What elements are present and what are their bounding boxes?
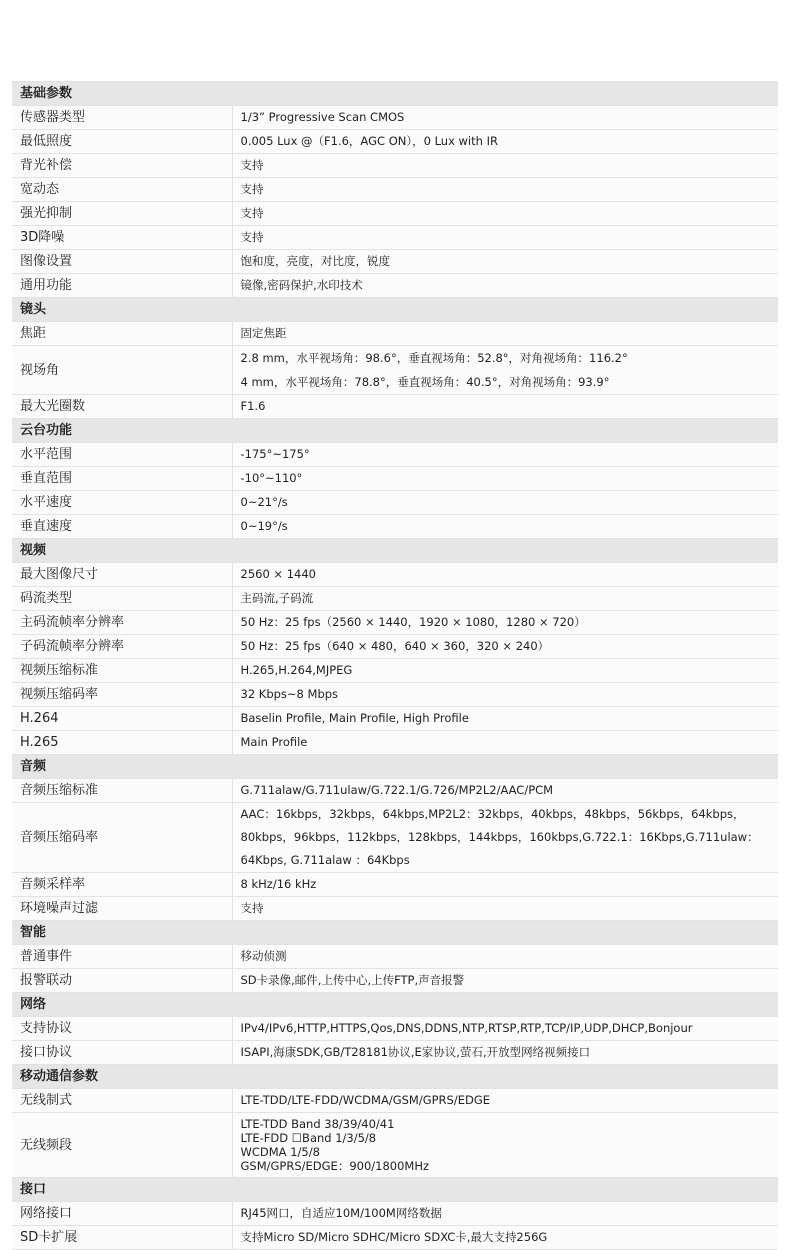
spec-value-line: 50 Hz：25 fps（640 × 480，640 × 360，320 × 240） [240, 639, 550, 653]
spec-row [12, 202, 778, 226]
spec-value [232, 443, 778, 467]
spec-value-line: H.265,H.264,MJPEG [240, 663, 353, 677]
spec-value [232, 731, 778, 755]
section-title: 音频 [12, 755, 778, 779]
spec-value-line: 1/3” Progressive Scan CMOS [240, 110, 405, 124]
spec-value-line: 50 Hz：25 fps（2560 × 1440，1920 × 1080，1280 × 720） [240, 615, 586, 629]
section-title: 基础参数 [12, 82, 778, 106]
spec-value [232, 154, 778, 178]
spec-value [232, 563, 778, 587]
spec-value-line: IPv4/IPv6,HTTP,HTTPS,Qos,DNS,DDNS,NTP,RTSP,RTP,TCP/IP,UDP,DHCP,Bonjour [240, 1021, 693, 1035]
spec-value [232, 1226, 778, 1250]
spec-label: H.264 [12, 707, 232, 731]
spec-value-line: ISAPI,海康SDK,GB/T28181协议,E家协议,萤石,开放型网络视频接口 [240, 1045, 591, 1059]
spec-row [12, 803, 778, 873]
spec-row [12, 635, 778, 659]
section-title: 移动通信参数 [12, 1065, 778, 1089]
spec-label: 视频压缩标准 [12, 659, 232, 683]
spec-value-line: 4 mm，水平视场角：78.8°，垂直视场角：40.5°，对角视场角：93.9° [240, 375, 610, 389]
spec-table-body [12, 82, 778, 1250]
spec-label: 无线制式 [12, 1089, 232, 1113]
section-header [12, 1065, 778, 1089]
spec-row [12, 178, 778, 202]
spec-value-line: F1.6 [240, 399, 266, 413]
spec-label: 强光抑制 [12, 202, 232, 226]
spec-row [12, 587, 778, 611]
spec-value-line: GSM/GPRS/EDGE：900/1800MHz [240, 1159, 430, 1173]
spec-value [232, 515, 778, 539]
spec-table [12, 81, 778, 1250]
spec-value-line: 0~19°/s [240, 519, 288, 533]
spec-value [232, 467, 778, 491]
spec-value [232, 683, 778, 707]
section-header [12, 539, 778, 563]
spec-value-line: G.711alaw/G.711ulaw/G.722.1/G.726/MP2L2/AAC/PCM [240, 783, 554, 797]
spec-row [12, 1226, 778, 1250]
spec-row [12, 1113, 778, 1178]
spec-row [12, 154, 778, 178]
section-title: 视频 [12, 539, 778, 563]
spec-value [232, 873, 778, 897]
spec-value-line: WCDMA 1/5/8 [240, 1145, 320, 1159]
spec-value-line: 8 kHz/16 kHz [240, 877, 317, 891]
spec-row [12, 274, 778, 298]
spec-value-line: 支持Micro SD/Micro SDHC/Micro SDXC卡,最大支持256G [240, 1230, 548, 1244]
spec-row [12, 779, 778, 803]
spec-value-line: LTE-FDD ☐Band 1/3/5/8 [240, 1131, 377, 1145]
spec-label: 音频压缩码率 [12, 803, 232, 873]
spec-value-line: 32 Kbps~8 Mbps [240, 687, 339, 701]
section-header [12, 921, 778, 945]
spec-label: 垂直范围 [12, 467, 232, 491]
spec-value-line: 2.8 mm，水平视场角：98.6°，垂直视场角：52.8°，对角视场角：116.2° [240, 351, 628, 365]
spec-row [12, 731, 778, 755]
spec-label: 接口协议 [12, 1041, 232, 1065]
section-header [12, 298, 778, 322]
spec-value-line: 支持 [240, 158, 264, 172]
spec-row [12, 515, 778, 539]
spec-value [232, 969, 778, 993]
spec-label: 支持协议 [12, 1017, 232, 1041]
spec-label: 视场角 [12, 346, 232, 395]
spec-row [12, 897, 778, 921]
spec-label: 音频采样率 [12, 873, 232, 897]
spec-value-line: 饱和度，亮度，对比度，锐度 [240, 254, 390, 268]
spec-value [232, 106, 778, 130]
spec-value [232, 1202, 778, 1226]
spec-row [12, 969, 778, 993]
spec-value-line: SD卡录像,邮件,上传中心,上传FTP,声音报警 [240, 973, 465, 987]
spec-value [232, 274, 778, 298]
spec-value [232, 322, 778, 346]
spec-value-line: 支持 [240, 206, 264, 220]
spec-row [12, 130, 778, 154]
spec-value [232, 491, 778, 515]
section-title: 云台功能 [12, 419, 778, 443]
spec-row [12, 683, 778, 707]
spec-value-line: 支持 [240, 182, 264, 196]
spec-value [232, 346, 778, 395]
spec-value-line: 2560 × 1440 [240, 567, 316, 581]
spec-value-line: 80kbps，96kbps，112kbps，128kbps，144kbps，160kbps,G.722.1：16Kbps,G.711ulaw： [240, 830, 759, 844]
spec-value-line: 支持 [240, 230, 264, 244]
spec-value-line: LTE-TDD/LTE-FDD/WCDMA/GSM/GPRS/EDGE [240, 1093, 491, 1107]
spec-row [12, 346, 778, 395]
spec-label: 最低照度 [12, 130, 232, 154]
spec-label: 普通事件 [12, 945, 232, 969]
spec-row [12, 873, 778, 897]
spec-value-line: Main Profile [240, 735, 308, 749]
spec-value-line: -10°~110° [240, 471, 303, 485]
spec-label: 音频压缩标准 [12, 779, 232, 803]
spec-value [232, 1113, 778, 1178]
spec-value [232, 1089, 778, 1113]
spec-value [232, 897, 778, 921]
spec-value [232, 587, 778, 611]
spec-row [12, 945, 778, 969]
spec-value [232, 178, 778, 202]
spec-row [12, 1089, 778, 1113]
spec-row [12, 1017, 778, 1041]
spec-value-line: LTE-TDD Band 38/39/40/41 [240, 1117, 395, 1131]
spec-label: H.265 [12, 731, 232, 755]
spec-label: 环境噪声过滤 [12, 897, 232, 921]
spec-value-line: 移动侦测 [240, 949, 287, 963]
spec-value [232, 803, 778, 873]
section-header [12, 993, 778, 1017]
spec-value-line: AAC：16kbps，32kbps，64kbps,MP2L2：32kbps，40kbps，48kbps，56kbps，64kbps， [240, 807, 745, 821]
spec-value-line: -175°~175° [240, 447, 310, 461]
spec-row [12, 1202, 778, 1226]
spec-row [12, 443, 778, 467]
spec-row [12, 467, 778, 491]
spec-label: 图像设置 [12, 250, 232, 274]
spec-row [12, 491, 778, 515]
spec-row [12, 563, 778, 587]
spec-value [232, 1017, 778, 1041]
spec-value-line: Baselin Profile, Main Profile, High Profile [240, 711, 469, 725]
spec-value-line: 64Kbps, G.711alaw ：64Kbps [240, 853, 410, 867]
spec-value [232, 1041, 778, 1065]
spec-label: 3D降噪 [12, 226, 232, 250]
spec-label: 子码流帧率分辨率 [12, 635, 232, 659]
spec-label: 最大光圈数 [12, 395, 232, 419]
spec-value [232, 779, 778, 803]
spec-label: 最大图像尺寸 [12, 563, 232, 587]
spec-value [232, 611, 778, 635]
spec-value [232, 130, 778, 154]
spec-value-line: 0~21°/s [240, 495, 288, 509]
spec-row [12, 250, 778, 274]
spec-value [232, 707, 778, 731]
spec-row [12, 1041, 778, 1065]
spec-label: 水平速度 [12, 491, 232, 515]
spec-label: 码流类型 [12, 587, 232, 611]
spec-label: SD卡扩展 [12, 1226, 232, 1250]
spec-label: 宽动态 [12, 178, 232, 202]
section-title: 镜头 [12, 298, 778, 322]
spec-label: 传感器类型 [12, 106, 232, 130]
spec-label: 主码流帧率分辨率 [12, 611, 232, 635]
section-title: 智能 [12, 921, 778, 945]
spec-label: 网络接口 [12, 1202, 232, 1226]
spec-label: 焦距 [12, 322, 232, 346]
spec-value [232, 250, 778, 274]
spec-row [12, 707, 778, 731]
spec-label: 报警联动 [12, 969, 232, 993]
section-header [12, 755, 778, 779]
spec-row [12, 659, 778, 683]
spec-value [232, 945, 778, 969]
spec-row [12, 395, 778, 419]
section-title: 接口 [12, 1178, 778, 1202]
spec-label: 背光补偿 [12, 154, 232, 178]
spec-value-line: RJ45网口，自适应10M/100M网络数据 [240, 1206, 442, 1220]
spec-row [12, 106, 778, 130]
section-header [12, 419, 778, 443]
spec-row [12, 322, 778, 346]
spec-row [12, 611, 778, 635]
spec-row [12, 226, 778, 250]
spec-value-line: 支持 [240, 901, 264, 915]
spec-value-line: 0.005 Lux @（F1.6，AGC ON），0 Lux with IR [240, 134, 498, 148]
spec-value-line: 固定焦距 [240, 326, 287, 340]
spec-value [232, 226, 778, 250]
spec-value [232, 635, 778, 659]
spec-value-line: 镜像,密码保护,水印技术 [240, 278, 363, 292]
spec-value [232, 659, 778, 683]
section-header [12, 1178, 778, 1202]
spec-label: 无线频段 [12, 1113, 232, 1178]
spec-label: 水平范围 [12, 443, 232, 467]
spec-value [232, 202, 778, 226]
spec-label: 通用功能 [12, 274, 232, 298]
section-header [12, 82, 778, 106]
spec-label: 视频压缩码率 [12, 683, 232, 707]
spec-value-line: 主码流,子码流 [240, 591, 314, 605]
spec-label: 垂直速度 [12, 515, 232, 539]
section-title: 网络 [12, 993, 778, 1017]
spec-value [232, 395, 778, 419]
